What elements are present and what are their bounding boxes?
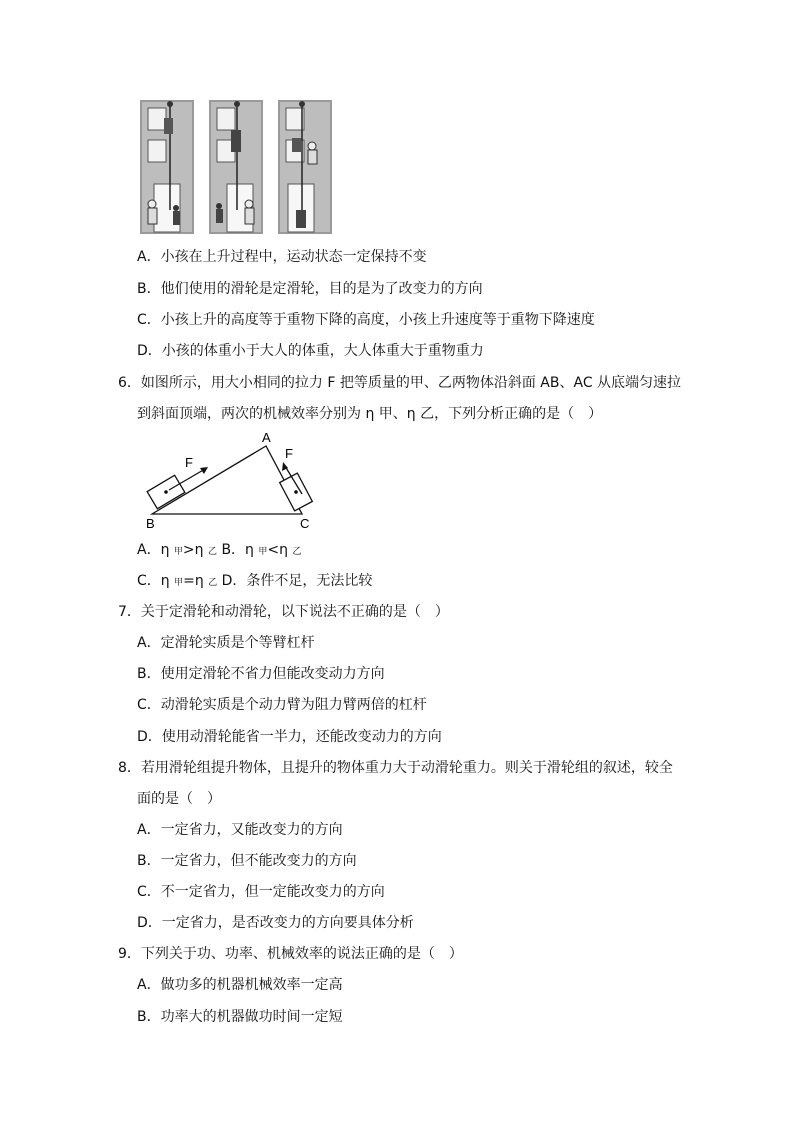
q6-option-a-sub-2: 乙 [207, 547, 217, 557]
illustration-panel-3 [278, 100, 332, 234]
q6-option-d: D．条件不足，无法比较 [217, 573, 373, 589]
vertex-label-b: B [146, 516, 155, 531]
q9-option-b: B．功率大的机器做功时间一定短 [137, 1009, 343, 1025]
q6-option-c-prefix: C．η [137, 573, 175, 589]
force-label-ac: F [285, 446, 293, 461]
block-jia [147, 475, 185, 509]
q5-option-d: D．小孩的体重小于大人的体重，大人体重大于重物重力 [137, 343, 484, 359]
q8-option-d: D．一定省力，是否改变力的方向要具体分析 [137, 915, 414, 931]
q6-option-b-sub-1: 甲 [258, 547, 268, 557]
q6-option-b-mid: <η [267, 542, 293, 558]
q6-option-b-prefix: B．η [217, 542, 259, 558]
q6-option-b-sub-2: 乙 [292, 547, 302, 557]
incline-diagram [138, 430, 328, 532]
q6-option-a-sub-1: 甲 [173, 547, 183, 557]
vertex-label-a: A [262, 430, 271, 445]
q8-option-a: A．一定省力，又能改变力的方向 [137, 822, 343, 838]
q7-stem: 7．关于定滑轮和动滑轮，以下说法不正确的是（ ） [118, 604, 449, 620]
q8-stem-line-2: 面的是（ ） [137, 791, 221, 807]
q6-stem-line-2: 到斜面顶端，两次的机械效率分别为 η 甲、η 乙，下列分析正确的是（ ） [137, 406, 603, 422]
q5-option-c: C．小孩上升的高度等于重物下降的高度，小孩上升速度等于重物下降速度 [137, 312, 595, 328]
q8-option-c: C．不一定省力，但一定能改变力的方向 [137, 884, 385, 900]
q6-options-row-2 [137, 571, 372, 593]
q8-option-b: B．一定省力，但不能改变力的方向 [137, 853, 357, 869]
q6-option-c-mid: =η [183, 573, 209, 589]
q5-option-a: A．小孩在上升过程中，运动状态一定保持不变 [137, 249, 427, 265]
q6-option-c-sub-1: 甲 [174, 578, 184, 588]
q8-stem-line-1: 8．若用滑轮组提升物体，且提升的物体重力大于动滑轮重力。则关于滑轮组的叙述，较全 [118, 760, 673, 776]
illustration-panel-2 [209, 100, 263, 234]
q9-option-a: A．做功多的机器机械效率一定高 [137, 977, 343, 993]
q7-option-b: B．使用定滑轮不省力但能改变动力方向 [137, 666, 385, 682]
illustration-panel-1 [140, 100, 194, 234]
q6-stem-line-1: 6．如图所示，用大小相同的拉力 F 把等质量的甲、乙两物体沿斜面 AB、AC 从底端匀速拉 [118, 375, 682, 391]
block-yi [280, 473, 313, 511]
q7-option-d: D．使用动滑轮能省一半力，还能改变动力的方向 [137, 729, 442, 745]
q6-option-a-prefix: A．η [137, 542, 174, 558]
q9-stem: 9．下列关于功、功率、机械效率的说法正确的是（ ） [118, 946, 463, 962]
q7-option-c: C．动滑轮实质是个动力臂为阻力臂两倍的杠杆 [137, 697, 427, 713]
force-label-ab: F [185, 455, 193, 470]
q6-option-a-mid: >η [182, 542, 208, 558]
q6-options-row-1 [137, 540, 301, 562]
q7-option-a: A．定滑轮实质是个等臂杠杆 [137, 635, 315, 651]
q5-option-b: B．他们使用的滑轮是定滑轮，目的是为了改变力的方向 [137, 281, 483, 297]
q6-option-c-sub-2: 乙 [208, 578, 218, 588]
vertex-label-c: C [300, 516, 310, 531]
